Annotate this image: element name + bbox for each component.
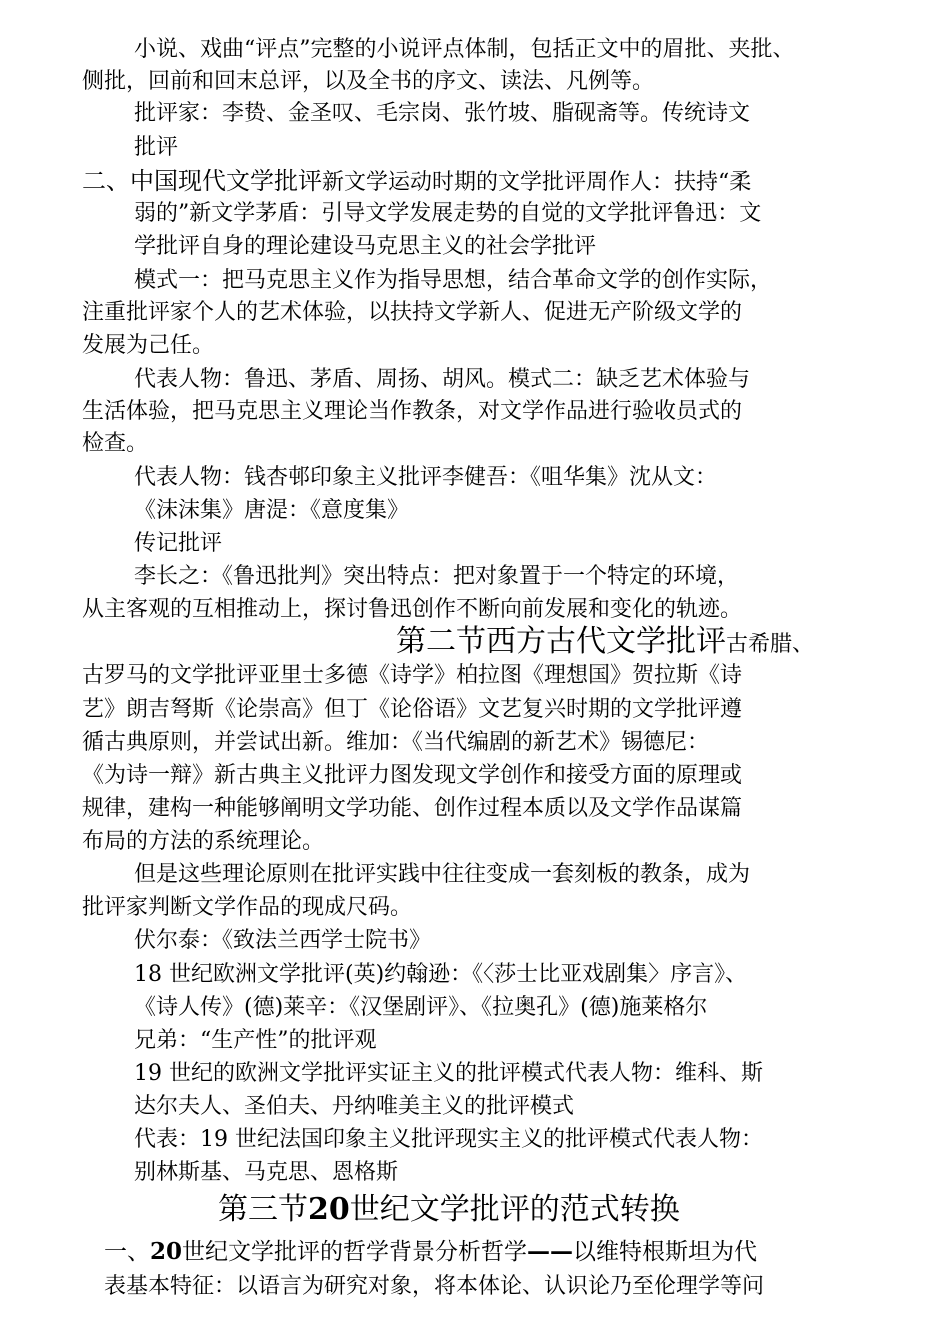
text-line: 19 世纪的欧洲文学批评实证主义的批评模式代表人物：维科、斯: [134, 1061, 763, 1086]
text-line: 《为诗一辩》新古典主义批评力图发现文学创作和接受方面的原理或: [82, 763, 743, 788]
text-segment: 以维特根斯坦为代: [573, 1239, 758, 1265]
section-heading-line: [396, 625, 814, 659]
text-segment: 古希腊、: [726, 632, 815, 657]
text-line: 批评家：李贽、金圣叹、毛宗岗、张竹坡、脂砚斋等。传统诗文: [134, 101, 751, 126]
text-line: 从主客观的互相推动上，探讨鲁迅创作不断向前发展和变化的轨迹。: [82, 597, 743, 622]
text-line: 兄弟：“生产性”的批评观: [134, 1028, 377, 1053]
text-line: 代表人物：钱杏邨印象主义批评李健吾：《咀华集》沈从文：: [134, 465, 718, 490]
text-line: 《诗人传》(德)莱辛：《汉堡剧评》、《拉奥孔》(德)施莱格尔: [134, 995, 708, 1020]
dash: ——: [527, 1238, 574, 1265]
text-line: 达尔夫人、圣伯夫、丹纳唯美主义的批评模式: [134, 1094, 575, 1119]
text-line: 检查。: [82, 431, 149, 456]
text-line: 循古典原则，并尝试出新。维加：《当代编剧的新艺术》锡德尼：: [82, 730, 710, 755]
heading-text: 世纪文学批评的范式转换: [349, 1192, 680, 1227]
text-line: 传记批评: [134, 531, 223, 556]
text-line: 艺》朗吉弩斯《论崇高》但丁《论俗语》文艺复兴时期的文学批评遵: [82, 697, 743, 722]
text-line: 规律，建构一种能够阐明文学功能、创作过程本质以及文学作品谋篇: [82, 796, 743, 821]
text-line: 布局的方法的系统理论。: [82, 829, 325, 854]
section-heading: 第二节西方古代文学批评: [396, 624, 726, 659]
text-line: 小说、戏曲“评点”完整的小说评点体制，包括正文中的眉批、夹批、: [134, 37, 795, 62]
subsection-title: 世纪文学批评的哲学背景: [182, 1239, 436, 1265]
section-heading: [218, 1192, 680, 1228]
text-line: 注重批评家个人的艺术体验，以扶持文学新人、促进无产阶级文学的: [82, 300, 743, 325]
text-line: 李长之：《鲁迅批判》突出特点：把对象置于一个特定的环境，: [134, 564, 740, 589]
section-heading-line: [82, 167, 751, 197]
text-line: 生活体验，把马克思主义理论当作教条，对文学作品进行验收员式的: [82, 399, 743, 424]
text-line: 代表人物：鲁迅、茅盾、周扬、胡风。模式二：缺乏艺术体验与: [134, 367, 751, 392]
text-line: 模式一：把马克思主义作为指导思想，结合革命文学的创作实际，: [134, 268, 773, 293]
text-segment: 分析哲学: [435, 1239, 528, 1265]
text-line: 《沫沫集》唐湜：《意度集》: [134, 498, 410, 523]
heading-text: 第三节: [218, 1192, 308, 1227]
text-line: 18 世纪欧洲文学批评(英)约翰逊：《〈莎士比亚戏剧集〉序言》、: [134, 962, 748, 987]
text-line: 古罗马的文学批评亚里士多德《诗学》柏拉图《理想国》贺拉斯《诗: [82, 663, 743, 688]
text-segment: 新文学运动时期的文学批评周作人：扶持“柔: [322, 170, 752, 195]
text-line: 批评家判断文学作品的现成尺码。: [82, 895, 413, 920]
text-line: 弱的”新文学茅盾：引导文学发展走势的自觉的文学批评鲁迅：文: [134, 201, 762, 226]
text-line: 表基本特征：以语言为研究对象，将本体论、认识论乃至伦理学等问: [104, 1274, 765, 1299]
text-line: 但是这些理论原则在批评实践中往往变成一套刻板的教条，成为: [134, 862, 751, 887]
subsection-prefix: 一、: [104, 1239, 150, 1265]
heading-number: 20: [308, 1192, 350, 1227]
text-line: 代表：19 世纪法国印象主义批评现实主义的批评模式代表人物：: [134, 1127, 763, 1152]
text-line: 伏尔泰：《致法兰西学士院书》: [134, 928, 432, 953]
text-line: 别林斯基、马克思、恩格斯: [134, 1160, 399, 1185]
subsection-heading-line: [104, 1238, 757, 1266]
text-line: 批评: [134, 135, 179, 160]
text-line: 发展为己任。: [82, 333, 215, 358]
section-heading: 二、中国现代文学批评: [82, 167, 322, 195]
text-line: 学批评自身的理论建设马克思主义的社会学批评: [134, 234, 597, 259]
subsection-number: 20: [150, 1238, 183, 1265]
text-line: 侧批，回前和回末总评，以及全书的序文、读法、凡例等。: [82, 69, 655, 94]
